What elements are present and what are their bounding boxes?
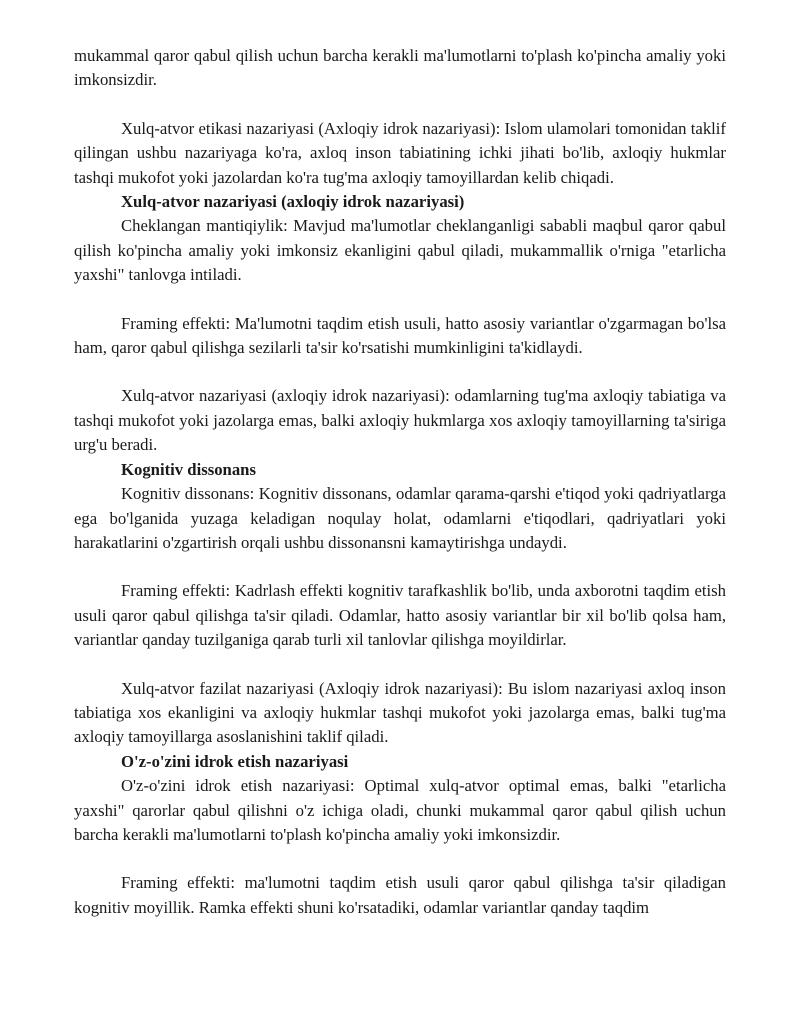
paragraph: Framing effekti: ma'lumotni taqdim etish usuli qaror qabul qilishga ta'sir qiladigan kognitiv moyillik. Ramka effekti shuni ko'rsatadiki, odamlar variantlar qanday taqdim: [74, 873, 726, 917]
paragraph: Kognitiv dissonans: Kognitiv dissonans, odamlar qarama-qarshi e'tiqod yoki qadriyatlarga ega bo'lganida yuzaga keladigan noqulay holat, odamlarni e'tiqodlari, qadriyatlari yoki harakatlarini o'zgartirish orqali ushbu dissonansni kamaytirishga undaydi.: [74, 484, 726, 552]
paragraph: Framing effekti: Kadrlash effekti kognitiv tarafkashlik bo'lib, unda axborotni taqdim etish usuli qaror qabul qilishga ta'sir qiladi. Odamlar, hatto asosiy variantlar bir xil bo'lib qolsa ham, variantlar qanday tuzilganiga qarab turli xil tanlovlar qilishga moyildirlar.: [74, 581, 726, 650]
paragraph: Framing effekti: Ma'lumotni taqdim etish usuli, hatto asosiy variantlar o'zgarmagan bo'lsa ham, qaror qabul qilishga sezilarli ta'sir ko'rsatishi mumkinligini ta'kidlaydi.: [74, 313, 726, 358]
paragraph: Xulq-atvor fazilat nazariyasi (Axloqiy idrok nazariyasi): Bu islom nazariyasi axloq inson tabiatiga xos ekanligini va axloqiy hukmlar tashqi mukofot yoki jazolarga emas, balki tug'ma axloqiy tamoyillarga asoslanishini taklif qiladi.: [74, 678, 726, 747]
paragraph: mukammal qaror qabul qilish uchun barcha kerakli ma'lumotlarni to'plash ko'pincha amaliy yoki imkonsizdir.: [74, 46, 726, 90]
document-page: [74, 44, 726, 920]
paragraph: Cheklangan mantiqiylik: Mavjud ma'lumotlar cheklanganligi sababli maqbul qaror qabul qilish ko'pincha amaliy yoki imkonsiz ekanligini qabul qiladi, mukammallik o'rniga "etarlicha yaxshi" tanlovga intiladi.: [74, 216, 726, 285]
paragraph: O'z-o'zini idrok etish nazariyasi: Optimal xulq-atvor optimal emas, balki "etarlicha yaxshi" qarorlar qabul qilishni o'z ichiga oladi, chunki mukammal qaror qabul qilish uchun barcha kerakli ma'lumotlarni to'plash ko'pincha amaliy yoki imkonsizdir.: [74, 776, 726, 844]
section-heading: Kognitiv dissonans: [121, 459, 256, 479]
paragraph: Xulq-atvor nazariyasi (axloqiy idrok nazariyasi): odamlarning tug'ma axloqiy tabiatiga va tashqi mukofot yoki jazolarga emas, balki axloqiy hukmlarga xos axloqiy tamoyillarning ta'siriga urg'u beradi.: [74, 386, 726, 455]
section-heading: O'z-o'zini idrok etish nazariyasi: [121, 751, 349, 771]
paragraph: Xulq-atvor etikasi nazariyasi (Axloqiy idrok nazariyasi): Islom ulamolari tomonidan taklif qilingan ushbu nazariyaga ko'ra, axloq inson tabiatining ichki jihati bo'lib, axloqiy hukmlar tashqi mukofot yoki jazolardan ko'ra tug'ma axloqiy tamoyillardan kelib chiqadi.: [74, 118, 726, 187]
section-heading: Xulq-atvor nazariyasi (axloqiy idrok nazariyasi): [121, 192, 465, 212]
